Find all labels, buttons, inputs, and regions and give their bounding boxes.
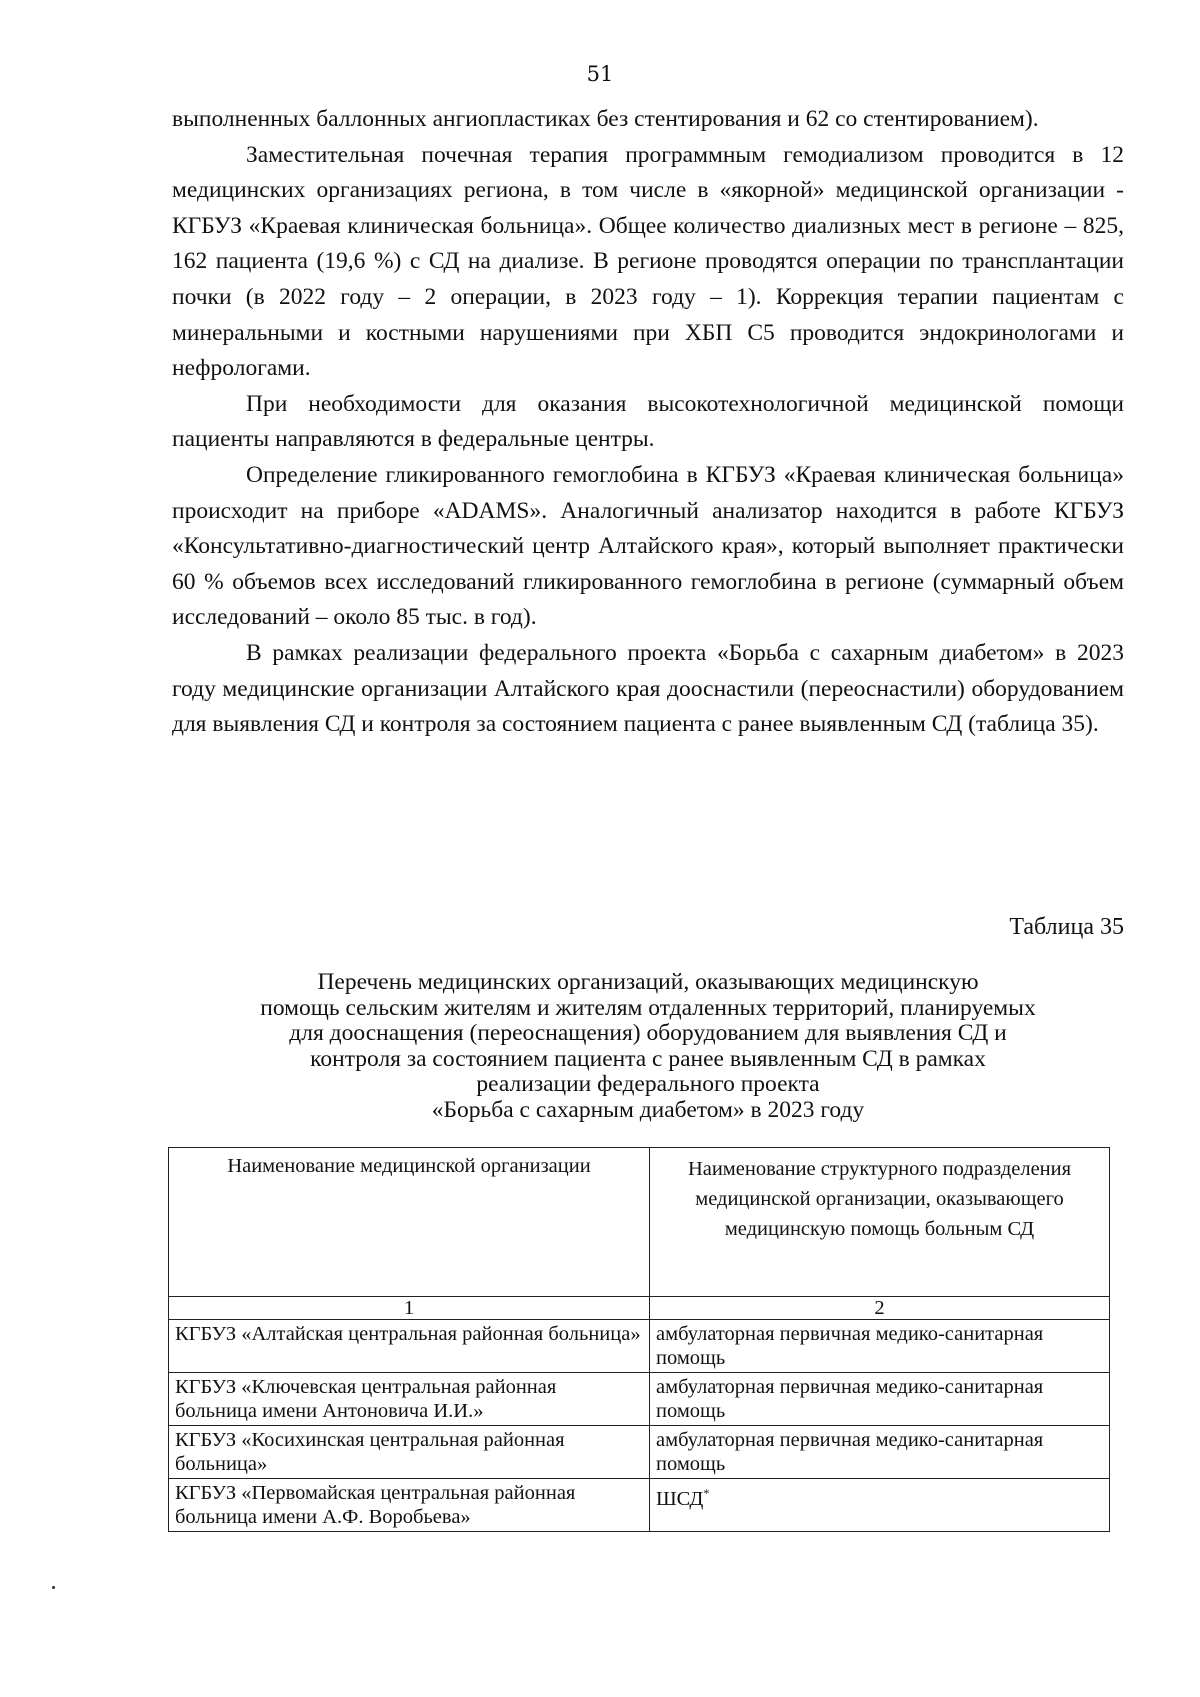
table-row (169, 1426, 1110, 1479)
footnote-mark: * (703, 1486, 710, 1500)
table-title (172, 970, 1124, 1123)
table-title-line: Перечень медицинских организаций, оказывающих медицинскую (317, 969, 979, 995)
organization-cell: КГБУЗ «Ключевская центральная районная больница имени Антоновича И.И.» (169, 1373, 650, 1426)
column-number: 1 (169, 1297, 650, 1320)
table-row (169, 1373, 1110, 1426)
unit-cell: амбулаторная первичная медико-санитарная помощь (650, 1426, 1110, 1479)
column-number: 2 (650, 1297, 1110, 1320)
column-header: Наименование структурного подразделения медицинской организации, оказывающего медицинскую помощь больным СД (650, 1148, 1110, 1297)
table-title-line: «Борьба с сахарным диабетом» в 2023 году (431, 1096, 865, 1123)
column-number-row (169, 1297, 1110, 1320)
scan-speck (52, 1586, 55, 1589)
column-header: Наименование медицинской организации (169, 1148, 650, 1297)
paragraph: Определение гликированного гемоглобина в КГБУЗ «Краевая клиническая больница» происходит на приборе «ADAMS». Аналогичный анализатор находится в работе КГБУЗ «Консультативно-диагностический центр Алтайского края», который выполняет практически 60 % объемов всех исследований гликированного гемоглобина в регионе (суммарный объем исследований – около 85 тыс. в год). (172, 461, 1124, 631)
unit-cell-text: ШСД (656, 1487, 704, 1510)
paragraph: В рамках реализации федерального проекта «Борьба с сахарным диабетом» в 2023 году медицинские организации Алтайского края дооснастили (переоснастили) оборудованием для выявления СД и контроля за состоянием пациента с ранее выявленным СД (таблица 35). (172, 639, 1124, 738)
organizations-table (168, 1147, 1110, 1532)
body-text (172, 102, 1124, 743)
organization-cell: КГБУЗ «Первомайская центральная районная больница имени А.Ф. Воробьева» (169, 1479, 650, 1532)
table-title-line: помощь сельским жителям и жителям отдаленных территорий, планируемых (260, 994, 1036, 1021)
unit-cell (650, 1479, 1110, 1532)
organization-cell: КГБУЗ «Косихинская центральная районная больница» (169, 1426, 650, 1479)
table-title-line: реализации федерального проекта (476, 1071, 820, 1097)
table-title-line: контроля за состоянием пациента с ранее выявленным СД в рамках (310, 1045, 986, 1072)
unit-cell: амбулаторная первичная медико-санитарная помощь (650, 1373, 1110, 1426)
table-row (169, 1320, 1110, 1373)
page-number: 51 (586, 62, 614, 86)
table-header-row (169, 1148, 1110, 1297)
table-row (169, 1479, 1110, 1532)
organization-cell: КГБУЗ «Алтайская центральная районная больница» (169, 1320, 650, 1373)
paragraph: При необходимости для оказания высокотехнологичной медицинской помощи пациенты направляются в федеральные центры. (172, 390, 1124, 453)
paragraph: выполненных баллонных ангиопластиках без стентирования и 62 со стентированием). (172, 106, 1039, 132)
unit-cell: амбулаторная первичная медико-санитарная помощь (650, 1320, 1110, 1373)
table-title-line: для дооснащения (переоснащения) оборудованием для выявления СД и (289, 1020, 1007, 1046)
table-caption: Таблица 35 (1009, 914, 1124, 940)
paragraph: Заместительная почечная терапия программным гемодиализом проводится в 12 медицинских организациях региона, в том числе в «якорной» медицинской организации - КГБУЗ «Краевая клиническая больница». Общее количество диализных мест в регионе – 825, 162 пациента (19,6 %) с СД на диализе. В регионе проводятся операции по трансплантации почки (в 2022 году – 2 операции, в 2023 году – 1). Коррекция терапии пациентам с минеральными и костными нарушениями при ХБП С5 проводится эндокринологами и нефрологами. (172, 141, 1124, 382)
